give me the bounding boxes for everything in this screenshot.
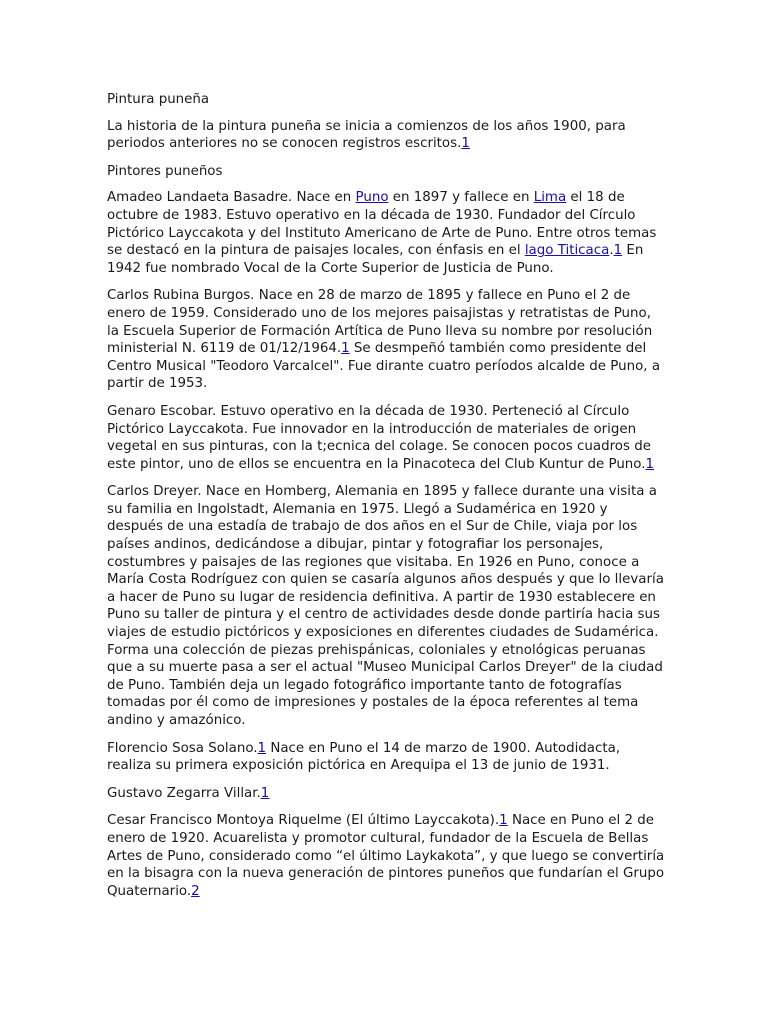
text: . <box>609 243 614 259</box>
paragraph-sosa <box>107 740 667 775</box>
paragraph-rubina <box>107 287 667 393</box>
paragraph-landaeta <box>107 189 667 277</box>
paragraph-zegarra <box>107 785 667 803</box>
paragraph-escobar <box>107 403 667 473</box>
text: el 18 de octubre de 1983. Estuvo operativo en la década de 1930. Fundador del Círculo Pictórico Layccakota y del Instituto Americano de Arte de Puno. Entre otros temas se destacó en la pintura de paisajes locales, con énfasis en el <box>107 190 657 259</box>
footnote-link[interactable]: 1 <box>341 341 350 357</box>
footnote-link[interactable]: 1 <box>461 136 470 152</box>
text: en 1897 y fallece en <box>388 190 534 206</box>
text: Nace en Puno el 2 de enero de 1920. Acuarelista y promotor cultural, fundador de la Escuela de Bellas Artes de Puno, considerado como “el último Laykakota”, y que luego se convertiría en la bisagra con la nueva generación de pintores puneños que fundarían el Grupo Quaternario. <box>107 813 665 899</box>
text: Genaro Escobar. Estuvo operativo en la década de 1930. Perteneció al Círculo Pictórico Layccakota. Fue innovador en la introducción de materiales de origen vegetal en sus pinturas, con la t;ecnica del colage. Se conocen pocos cuadros de este pintor, uno de ellos se encuentra en la Pinacoteca del Club Kuntur de Puno. <box>107 403 651 472</box>
page-title: Pintura puneña <box>107 92 210 107</box>
text: Florencio Sosa Solano. <box>107 740 258 756</box>
intro-text: La historia de la pintura puneña se inicia a comienzos de los años 1900, para periodos anteriores no se conocen registros escritos. <box>107 118 626 152</box>
link-lima[interactable]: Lima <box>533 190 567 206</box>
intro-paragraph <box>107 118 667 153</box>
footnote-link[interactable]: 2 <box>191 883 200 899</box>
text: Gustavo Zegarra Villar. <box>107 785 261 801</box>
text: Nace en Puno el 14 de marzo de 1900. Autodidacta, realiza su primera exposición pictórica en Arequipa el 13 de junio de 1931. <box>107 740 621 774</box>
footnote-link[interactable]: 1 <box>613 243 623 259</box>
footnote-link[interactable]: 1 <box>257 740 267 756</box>
link-lago-titicaca[interactable]: lago Titicaca <box>524 243 610 259</box>
footnote-link[interactable]: 1 <box>645 456 655 472</box>
text: En 1942 fue nombrado Vocal de la Corte Superior de Justicia de Puno. <box>107 243 644 276</box>
footnote-link[interactable]: 1 <box>260 785 270 801</box>
document-body <box>107 91 667 910</box>
text: Carlos Rubina Burgos. Nace en 28 de marzo de 1895 y fallece en Puno el 2 de enero de 1959. Considerado uno de los mejores paisajistas y retratistas de Puno, la Escuela Superior de Formación Artítica de Puno lleva su nombre por resolución ministerial N. 6119 de 01/12/1964. <box>107 288 653 357</box>
section-title: Pintores puneños <box>107 163 223 179</box>
paragraph-montoya <box>107 812 667 900</box>
text: Amadeo Landaeta Basadre. Nace en <box>107 190 356 206</box>
text: Se desmpeñó también como presidente del Centro Musical "Teodoro Varcalcel". Fue dirante cuatro períodos alcalde de Puno, a partir de 1953. <box>107 341 661 392</box>
paragraph-dreyer: Carlos Dreyer. Nace en Homberg, Alemania en 1895 y fallece durante una visita a su familia en Ingolstadt, Alemania en 1975. Llegó a Sudamérica en 1920 y después de una estadía de trabajo de dos años en el Sur de Chile, viaja por los países andinos, dedicándose a dibujar, pintar y fotografiar los personajes, costumbres y paisajes de las regiones que visitaba. En 1926 en Puno, conoce a María Costa Rodríguez con quien se casaría algunos años después y que lo llevaría a hacer de Puno su lugar de residencia definitiva. A partir de 1930 establecere en Puno su taller de pintura y el centro de actividades desde donde partiría hacia sus viajes de estudio pictóricos y exposiciones en diferentes ciudades de Sudamérica. Forma una colección de piezas prehispánicas, coloniales y etnológicas peruanas que a su muerte pasa a ser el actual "Museo Municipal Carlos Dreyer" de la ciudad de Puno. También deja un legado fotográfico importante tanto de fotografías tomadas por él como de impresiones y postales de la época referentes al tema andino y amazónico. <box>107 484 664 728</box>
text: Cesar Francisco Montoya Riquelme (El último Layccakota). <box>107 813 500 829</box>
link-puno[interactable]: Puno <box>355 190 389 206</box>
footnote-link[interactable]: 1 <box>499 813 508 829</box>
